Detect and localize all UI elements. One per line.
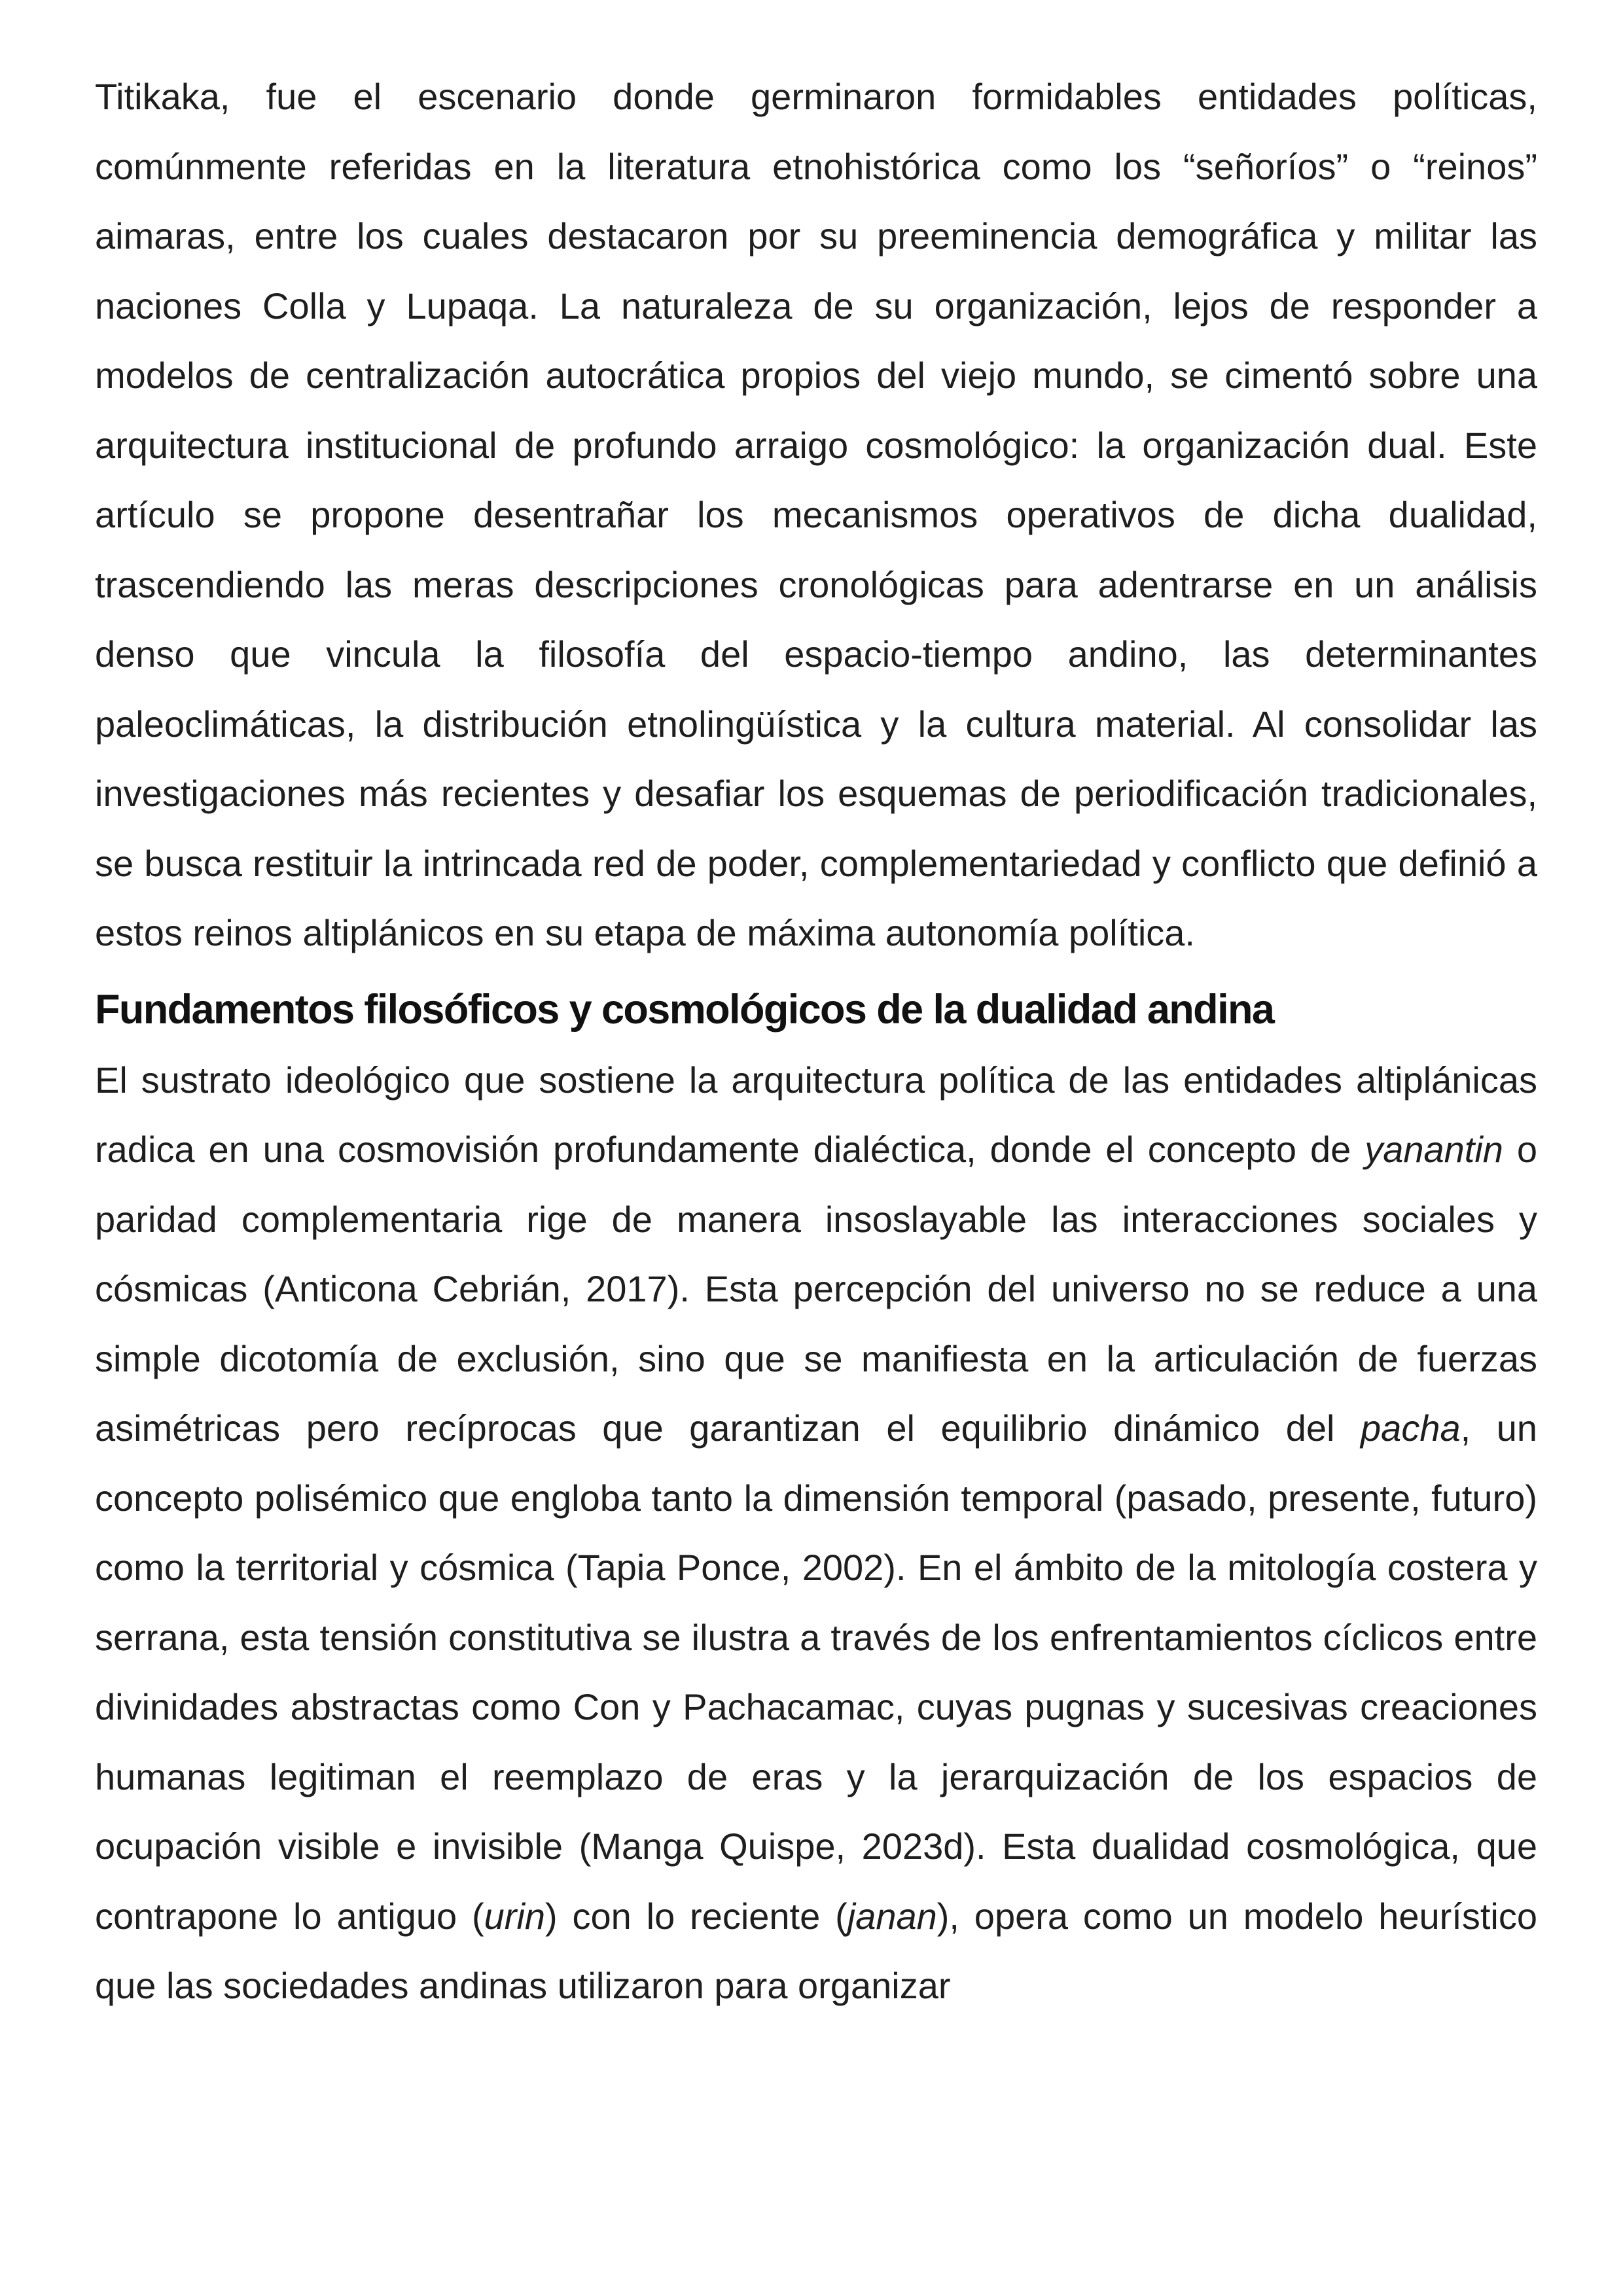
term-janan: janan [847, 1895, 937, 1937]
section-paragraph [95, 1046, 1537, 2021]
section-heading: Fundamentos filosóficos y cosmológicos de la dualidad andina [95, 986, 1274, 1033]
paragraph-text-segment: ), opera como un modelo heurístico que las sociedades andinas utilizaron para organizar [95, 1895, 1538, 2006]
term-pacha: pacha [1361, 1407, 1461, 1449]
term-yanantin: yanantin [1364, 1129, 1503, 1170]
paragraph-text-segment: o paridad complementaria rige de manera insoslayable las interacciones sociales y cósmicas (Anticona Cebrián, 2017). Esta percepción del universo no se reduce a una simple dicotomía de exclusión, sino que se manifiesta en la articulación de fuerzas asimétricas pero recíprocas que garantizan el equilibrio dinámico del [95, 1129, 1538, 1449]
intro-paragraph: Titikaka, fue el escenario donde germinaron formidables entidades políticas, comúnmente referidas en la literatura etnohistórica como los “señoríos” o “reinos” aimaras, entre los cuales destacaron por su preeminencia demográfica y militar las naciones Colla y Lupaqa. La naturaleza de su organización, lejos de responder a modelos de centralización autocrática propios del viejo mundo, se cimentó sobre una arquitectura institucional de profundo arraigo cosmológico: la organización dual. Este artículo se propone desentrañar los mecanismos operativos de dicha dualidad, trascendiendo las meras descripciones cronológicas para adentrarse en un análisis denso que vincula la filosofía del espacio-tiempo andino, las determinantes paleoclimáticas, la distribución etnolingüística y la cultura material. Al consolidar las investigaciones más recientes y desafiar los esquemas de periodificación tradicionales, se busca restituir la intrincada red de poder, complementariedad y conflicto que definió a estos reinos altiplánicos en su etapa de máxima autonomía política. [95, 76, 1537, 953]
document-page [95, 62, 1537, 2021]
term-urin: urin [484, 1895, 546, 1937]
paragraph-text-segment: El sustrato ideológico que sostiene la arquitectura política de las entidades altiplánicas radica en una cosmovisión profundamente dialéctica, donde el concepto de [95, 1059, 1537, 1170]
paragraph-text-segment: ) con lo reciente ( [545, 1895, 847, 1937]
paragraph-text-segment: , un concepto polisémico que engloba tanto la dimensión temporal (pasado, presente, futuro) como la territorial y cósmica (Tapia Ponce, 2002). En el ámbito de la mitología costera y serrana, esta tensión constitutiva se ilustra a través de los enfrentamientos cíclicos entre divinidades abstractas como Con y Pachacamac, cuyas pugnas y sucesivas creaciones humanas legitiman el reemplazo de eras y la jerarquización de los espacios de ocupación visible e invisible (Manga Quispe, 2023d). Esta dualidad cosmológica, que contrapone lo antiguo ( [95, 1407, 1537, 1937]
